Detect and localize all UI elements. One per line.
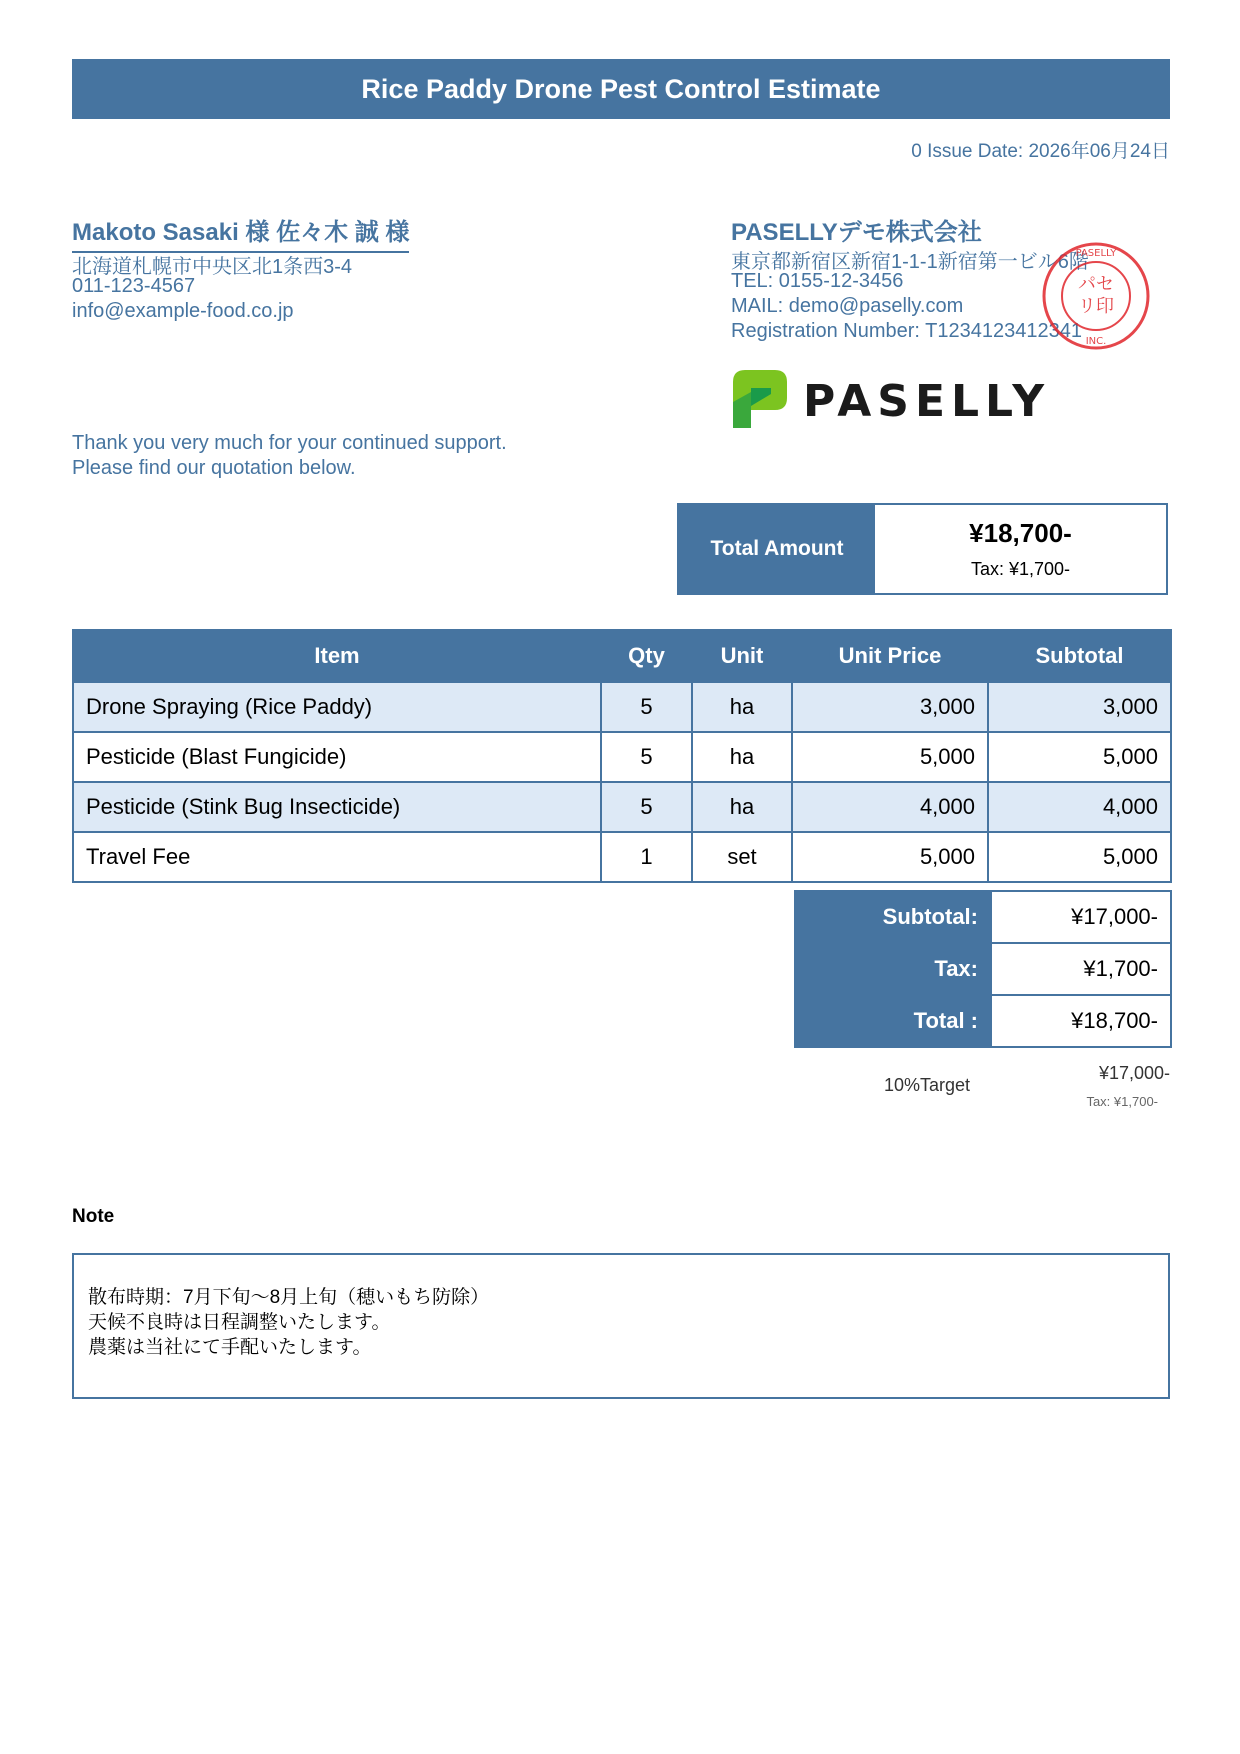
client-email: info@example-food.co.jp [72, 300, 294, 322]
cell-unit-price: 3,000 [792, 682, 988, 732]
table-row [73, 832, 1171, 882]
summary-total-label: Total : [795, 995, 991, 1047]
header-qty: Qty [601, 630, 692, 682]
svg-text:PASELLY: PASELLY [1075, 248, 1117, 259]
cell-unit: set [692, 832, 792, 882]
greeting-line-1: Thank you very much for your continued support. [72, 432, 507, 454]
cell-item: Pesticide (Stink Bug Insecticide) [73, 782, 601, 832]
svg-text:INC.: INC. [1085, 336, 1107, 347]
note-box [72, 1253, 1170, 1399]
summary-tax-value: ¥1,700- [991, 943, 1171, 995]
header-item: Item [73, 630, 601, 682]
summary-subtotal-row [795, 891, 1171, 943]
cell-qty: 5 [601, 682, 692, 732]
note-line: 農薬は当社にて手配いたします。 [88, 1337, 372, 1358]
cell-item: Pesticide (Blast Fungicide) [73, 732, 601, 782]
total-amount-values [875, 505, 1166, 593]
cell-unit: ha [692, 682, 792, 732]
svg-text:PASELLY: PASELLY [803, 376, 1051, 427]
company-mail: MAIL: demo@paselly.com [731, 295, 964, 317]
summary-subtotal-label: Subtotal: [795, 891, 991, 943]
issue-date: 0 Issue Date: 2026年06月24日 [911, 141, 1170, 162]
client-address: 北海道札幌市中央区北1条西3-4 [72, 256, 353, 278]
header-unit-price: Unit Price [792, 630, 988, 682]
summary-total-row [795, 995, 1171, 1047]
company-name: PASELLYデモ株式会社 [731, 219, 982, 246]
cell-subtotal: 5,000 [988, 732, 1171, 782]
table-row [73, 782, 1171, 832]
total-amount-value: ¥18,700- [969, 518, 1072, 548]
items-table-header [73, 630, 1171, 682]
summary-subtotal-value: ¥17,000- [991, 891, 1171, 943]
summary-total-value: ¥18,700- [991, 995, 1171, 1047]
note-heading: Note [72, 1206, 115, 1227]
total-tax-value: Tax: ¥1,700- [970, 559, 1071, 579]
company-seal-stamp [1040, 240, 1152, 352]
summary-tax-row [795, 943, 1171, 995]
svg-text:パセ: パセ [1078, 274, 1114, 295]
client-phone: 011-123-4567 [72, 275, 196, 297]
cell-item: Drone Spraying (Rice Paddy) [73, 682, 601, 732]
cell-unit: ha [692, 732, 792, 782]
cell-qty: 5 [601, 732, 692, 782]
note-line: 天候不良時は日程調整いたします。 [88, 1312, 391, 1333]
table-row [73, 682, 1171, 732]
cell-unit: ha [692, 782, 792, 832]
tax-target-base: ¥17,000- [1098, 1063, 1170, 1083]
cell-unit-price: 5,000 [792, 832, 988, 882]
total-amount-box [677, 503, 1168, 595]
greeting-line-2: Please find our quotation below. [72, 457, 356, 479]
document-title: Rice Paddy Drone Pest Control Estimate [72, 59, 1170, 119]
total-amount-label: Total Amount [679, 505, 875, 593]
cell-subtotal: 3,000 [988, 682, 1171, 732]
svg-text:リ印: リ印 [1078, 296, 1114, 317]
cell-qty: 5 [601, 782, 692, 832]
tax-target-label: 10%Target [884, 1075, 971, 1095]
header-unit: Unit [692, 630, 792, 682]
cell-item: Travel Fee [73, 832, 601, 882]
table-row [73, 732, 1171, 782]
paselly-logo [731, 368, 1061, 430]
summary-table [794, 890, 1172, 1048]
cell-unit-price: 5,000 [792, 732, 988, 782]
company-tel: TEL: 0155-12-3456 [731, 270, 904, 292]
items-table [72, 629, 1172, 883]
tax-target-tax: Tax: ¥1,700- [1086, 1094, 1158, 1109]
header-subtotal: Subtotal [988, 630, 1171, 682]
cell-qty: 1 [601, 832, 692, 882]
cell-subtotal: 4,000 [988, 782, 1171, 832]
note-line: 散布時期：7月下旬〜8月上旬（穂いもち防除） [88, 1287, 490, 1308]
cell-subtotal: 5,000 [988, 832, 1171, 882]
company-address: 東京都新宿区新宿1-1-1新宿第一ビル6階 [731, 251, 1089, 273]
client-name: Makoto Sasaki 様 佐々木 誠 様 [72, 212, 409, 253]
company-registration: Registration Number: T1234123412341 [731, 320, 1082, 342]
summary-tax-label: Tax: [795, 943, 991, 995]
cell-unit-price: 4,000 [792, 782, 988, 832]
